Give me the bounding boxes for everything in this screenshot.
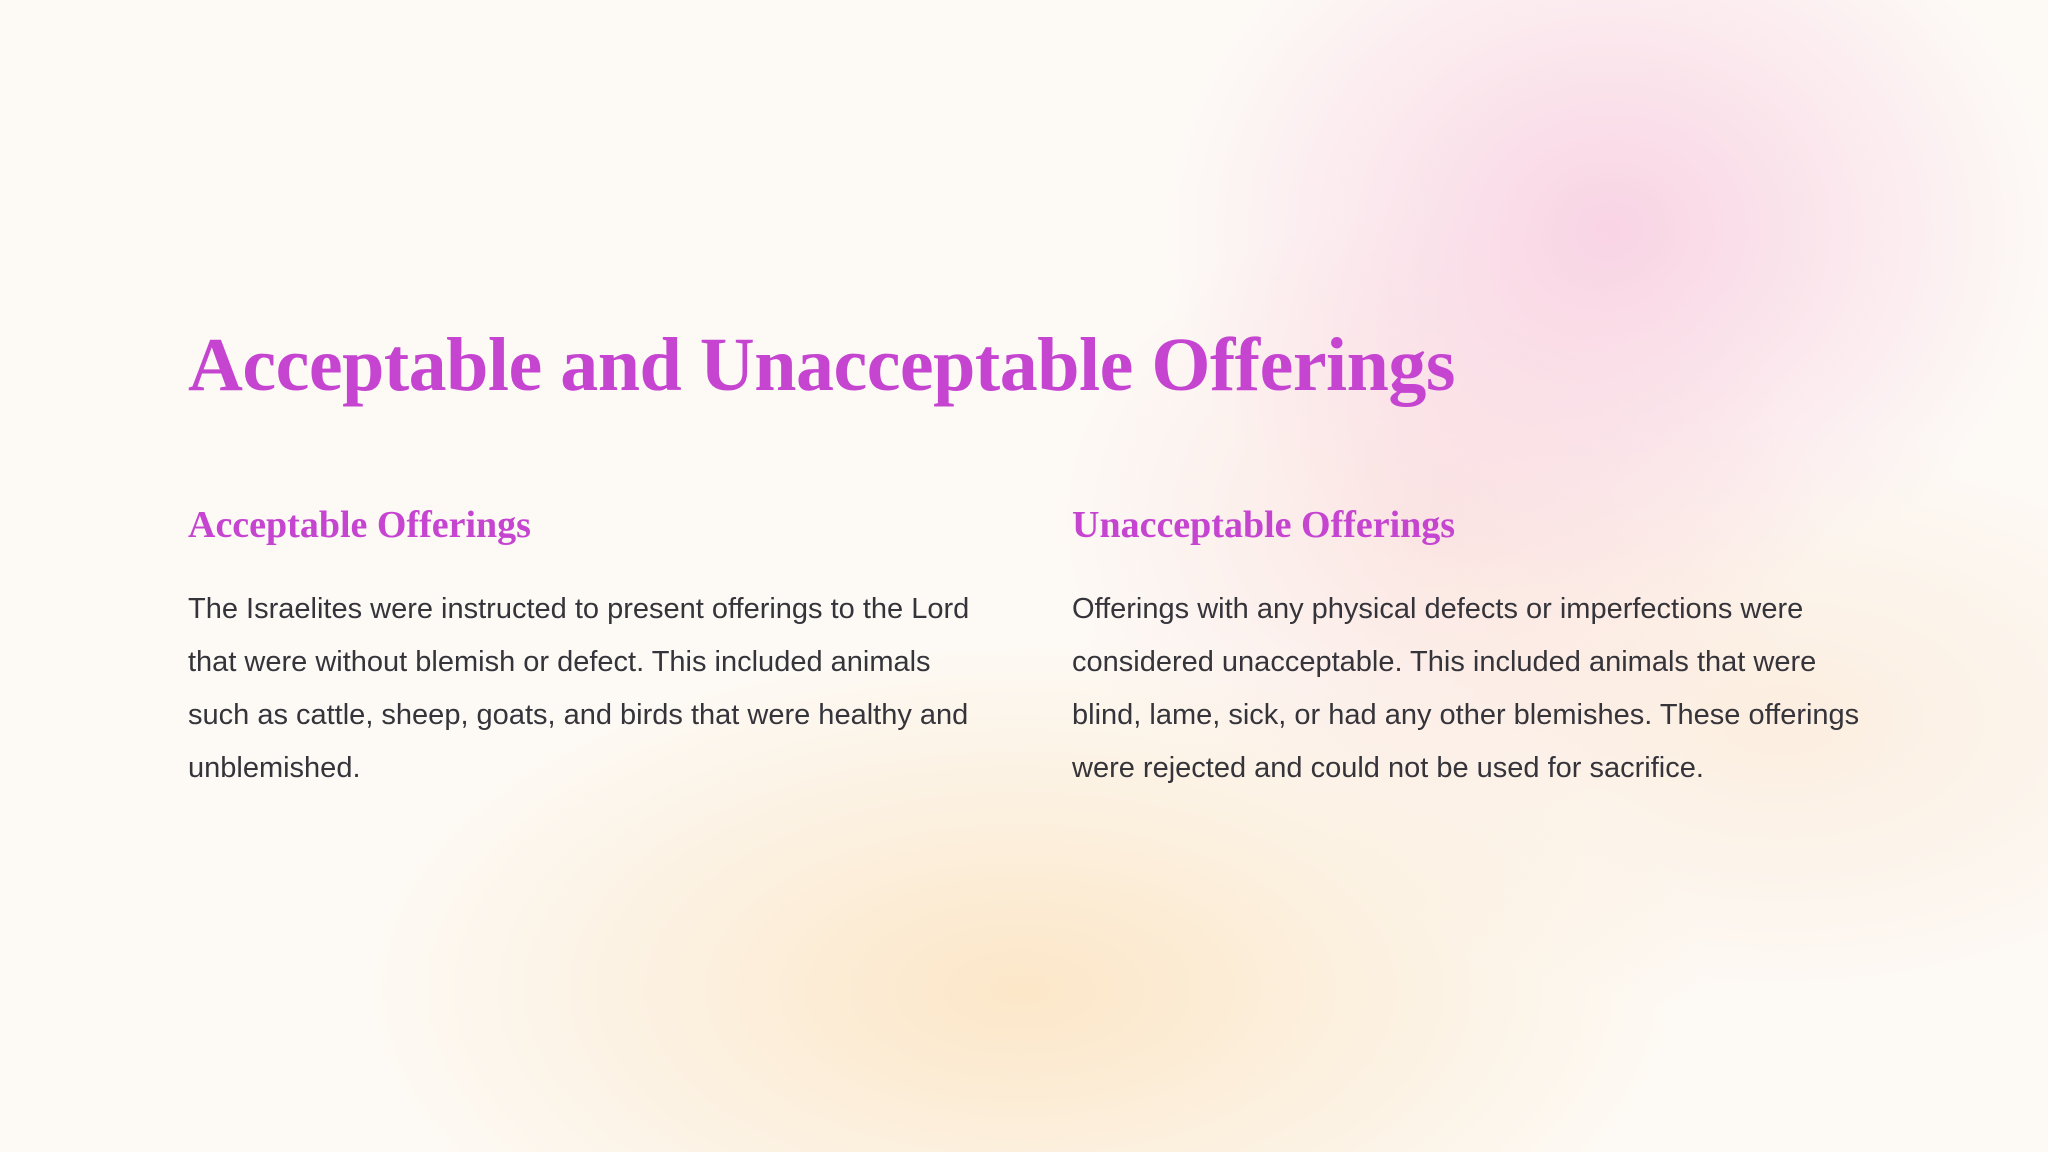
- right-column-unacceptable: [1072, 503, 1860, 795]
- column-heading-unacceptable: Unacceptable Offerings: [1072, 504, 1456, 547]
- page-title: Acceptable and Unacceptable Offerings: [188, 323, 1456, 407]
- column-body-acceptable: The Israelites were instructed to present offerings to the Lord that were without blemish or defect. This included animals such as cattle, sheep, goats, and birds that were healthy and unblemished.: [188, 592, 970, 784]
- column-body-unacceptable: Offerings with any physical defects or imperfections were considered unacceptable. This included animals that were blind, lame, sick, or had any other blemishes. These offerings were rejected and could not be used for sacrifice.: [1072, 592, 1860, 784]
- two-column-layout: [188, 503, 1860, 795]
- column-heading-acceptable: Acceptable Offerings: [188, 504, 531, 547]
- left-column-acceptable: [188, 503, 976, 795]
